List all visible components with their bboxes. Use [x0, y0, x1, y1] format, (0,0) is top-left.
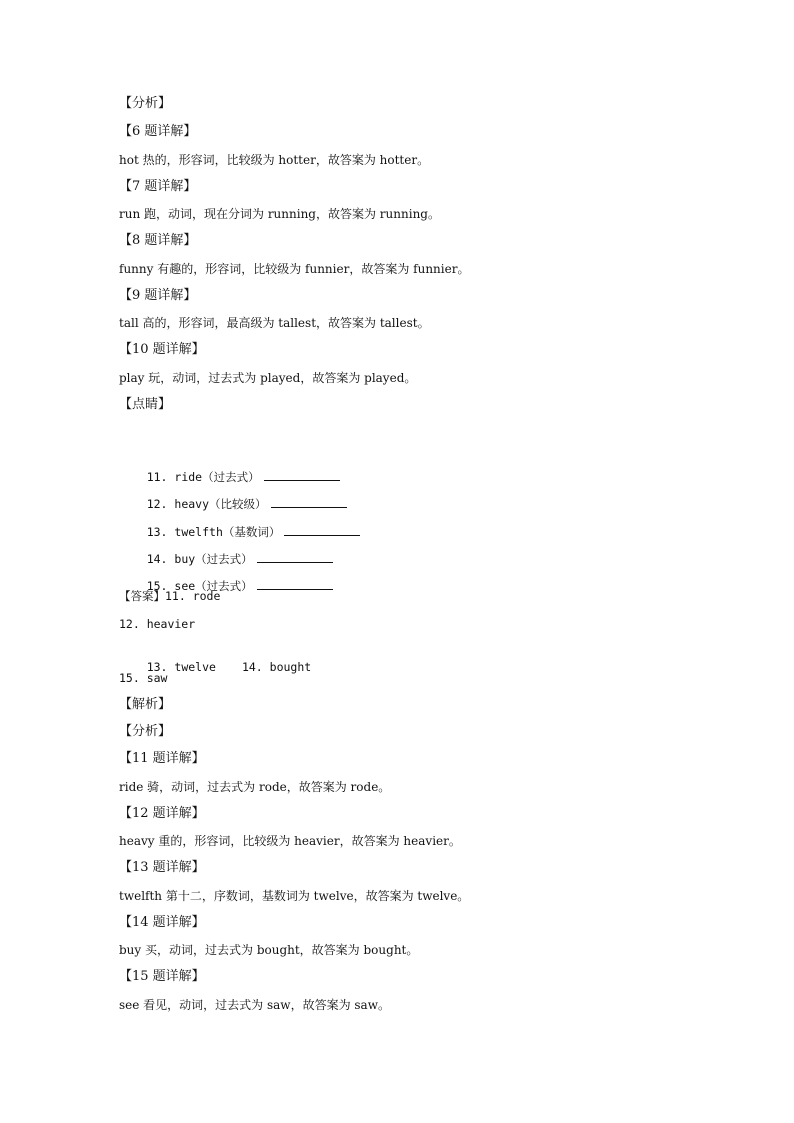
- question-text: 11. ride（过去式）: [146, 470, 260, 484]
- section-heading-q11: 【11 题详解】: [119, 751, 205, 766]
- explanation-q9: tall 高的，形容词，最高级为 tallest，故答案为 tallest。: [119, 316, 430, 330]
- answer-line-4: 15. saw: [119, 671, 168, 685]
- answer-13: 13. twelve: [146, 660, 216, 674]
- explanation-q13: twelfth 第十二，序数词，基数词为 twelve，故答案为 twelve。: [119, 889, 470, 903]
- explanation-q6: hot 热的，形容词，比较级为 hotter，故答案为 hotter。: [119, 153, 430, 167]
- section-heading-q12: 【12 题详解】: [119, 806, 205, 821]
- section-heading-q15: 【15 题详解】: [119, 969, 205, 984]
- section-heading-q13: 【13 题详解】: [119, 860, 205, 875]
- section-heading-q9: 【9 题详解】: [119, 288, 197, 303]
- answer-line-1: 【答案】11. rode: [119, 589, 221, 603]
- explanation-q15: see 看见，动词，过去式为 saw，故答案为 saw。: [119, 998, 390, 1012]
- explanation-q14: buy 买，动词，过去式为 bought，故答案为 bought。: [119, 943, 419, 957]
- section-heading-parse: 【解析】: [119, 697, 172, 712]
- explanation-q8: funny 有趣的，形容词，比较级为 funnier，故答案为 funnier。: [119, 262, 470, 276]
- explanation-q10: play 玩，动词，过去式为 played，故答案为 played。: [119, 371, 417, 385]
- section-heading-tips: 【点睛】: [119, 397, 172, 412]
- section-heading-q14: 【14 题详解】: [119, 915, 205, 930]
- section-heading-analysis: 【分析】: [119, 96, 172, 111]
- question-text: 13. twelfth（基数词）: [146, 525, 281, 539]
- section-heading-q6: 【6 题详解】: [119, 124, 197, 139]
- question-text: 15. see（过去式）: [146, 579, 253, 593]
- explanation-q7: run 跑，动词，现在分词为 running，故答案为 running。: [119, 207, 440, 221]
- answer-blank: [257, 577, 333, 590]
- answer-line-2: 12. heavier: [119, 617, 196, 631]
- section-heading-q7: 【7 题详解】: [119, 179, 197, 194]
- section-heading-analysis-2: 【分析】: [119, 724, 172, 739]
- explanation-q12: heavy 重的，形容词，比较级为 heavier，故答案为 heavier。: [119, 834, 461, 848]
- question-text: 12. heavy（比较级）: [146, 497, 267, 511]
- section-heading-q10: 【10 题详解】: [119, 342, 205, 357]
- question-text: 14. buy（过去式）: [146, 552, 253, 566]
- section-heading-q8: 【8 题详解】: [119, 233, 197, 248]
- answer-14: 14. bought: [241, 660, 312, 674]
- explanation-q11: ride 骑，动词，过去式为 rode，故答案为 rode。: [119, 780, 391, 794]
